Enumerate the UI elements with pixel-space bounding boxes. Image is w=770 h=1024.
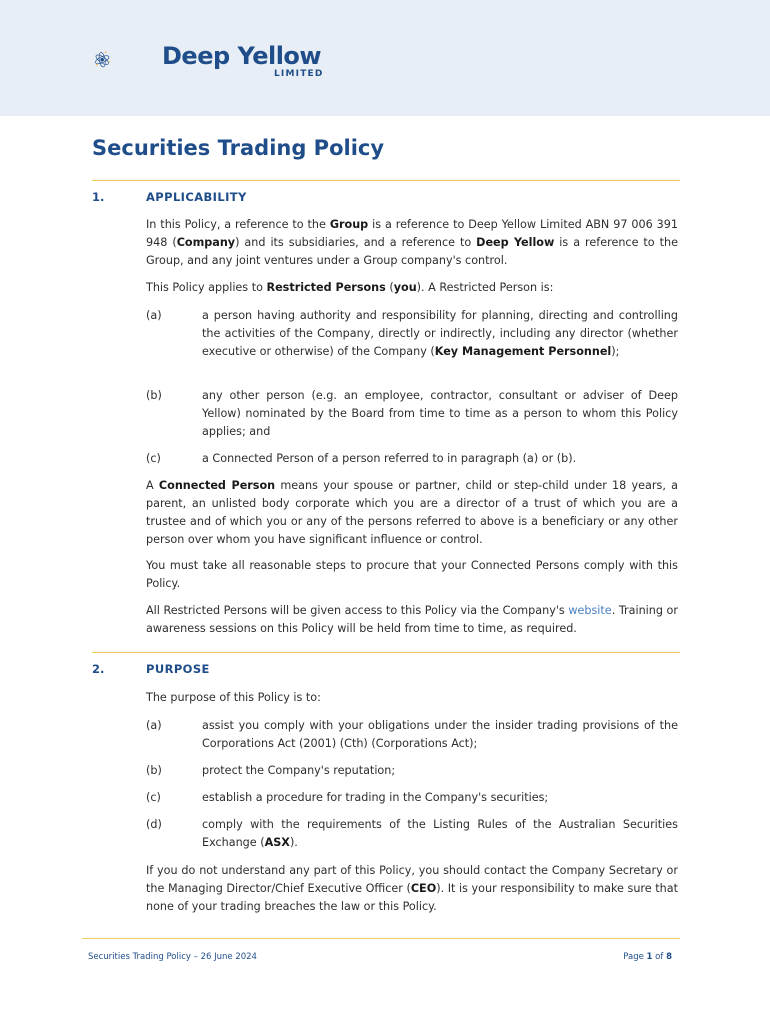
paragraph: You must take all reasonable steps to procure that your Connected Persons comply with this Policy. <box>146 559 678 590</box>
list-item: assist you comply with your obligations under the insider trading provisions of the Corporations Act (2001) (Cth) (Corporations Act); <box>202 719 678 750</box>
section-heading: APPLICABILITY <box>146 190 247 204</box>
list-item: comply with the requirements of the Listing Rules of the Australian Securities Exchange (ASX). <box>202 818 678 849</box>
list-item-label: (a) <box>146 309 162 322</box>
paragraph: All Restricted Persons will be given access to this Policy via the Company's website. Training or awareness sessions on this Policy will be held from time to time, as required. <box>146 604 678 635</box>
list-item-label: (d) <box>146 818 162 831</box>
section-number: 2. <box>92 662 105 676</box>
website-link[interactable]: website <box>568 604 612 617</box>
section-heading: PURPOSE <box>146 662 210 676</box>
page-title: Securities Trading Policy <box>92 136 385 160</box>
divider <box>92 652 680 653</box>
list-item-label: (b) <box>146 764 162 777</box>
logo-name: Deep Yellow <box>162 42 322 70</box>
footer-document-title: Securities Trading Policy – 26 June 2024 <box>88 952 257 962</box>
company-logo <box>94 30 164 90</box>
paragraph: This Policy applies to Restricted Persons (you). A Restricted Person is: <box>146 281 554 294</box>
list-item-label: (a) <box>146 719 162 732</box>
list-item-label: (b) <box>146 389 162 402</box>
paragraph: The purpose of this Policy is to: <box>146 691 321 704</box>
list-item: a person having authority and responsibility for planning, directing and controlling the activities of the Company, directly or indirectly, including any director (whether executive or otherwise) of the Company (Key Management Personnel); <box>202 309 678 358</box>
paragraph: A Connected Person means your spouse or partner, child or step-child under 18 years, a parent, an unlisted body corporate which you are a director of a trust of which you are a trustee and of which you or any of the persons referred to above is a beneficiary or any other person over whom you have significant influence or control. <box>146 479 679 546</box>
divider <box>92 180 680 181</box>
list-item: any other person (e.g. an employee, contractor, consultant or adviser of Deep Yellow) nominated by the Board from time to time as a person to whom this Policy applies; and <box>202 389 678 438</box>
section-number: 1. <box>92 190 105 204</box>
list-item-label: (c) <box>146 452 161 465</box>
list-item-label: (c) <box>146 791 161 804</box>
paragraph: In this Policy, a reference to the Group is a reference to Deep Yellow Limited ABN 97 006 391 948 (Company) and its subsidiaries, and a reference to Deep Yellow is a reference to the Group, and any joint ventures under a Group company's control. <box>146 218 678 267</box>
list-item: protect the Company's reputation; <box>202 764 396 777</box>
logo-subtitle: LIMITED <box>274 69 324 79</box>
list-item: establish a procedure for trading in the Company's securities; <box>202 791 549 804</box>
footer-page-number: Page 1 of 8 <box>623 952 672 962</box>
list-item: a Connected Person of a person referred to in paragraph (a) or (b). <box>202 452 577 465</box>
paragraph: If you do not understand any part of this Policy, you should contact the Company Secretary or the Managing Director/Chief Executive Officer (CEO). It is your responsibility to make sure that none of your trading breaches the law or this Policy. <box>146 864 678 913</box>
footer-divider <box>82 938 680 939</box>
